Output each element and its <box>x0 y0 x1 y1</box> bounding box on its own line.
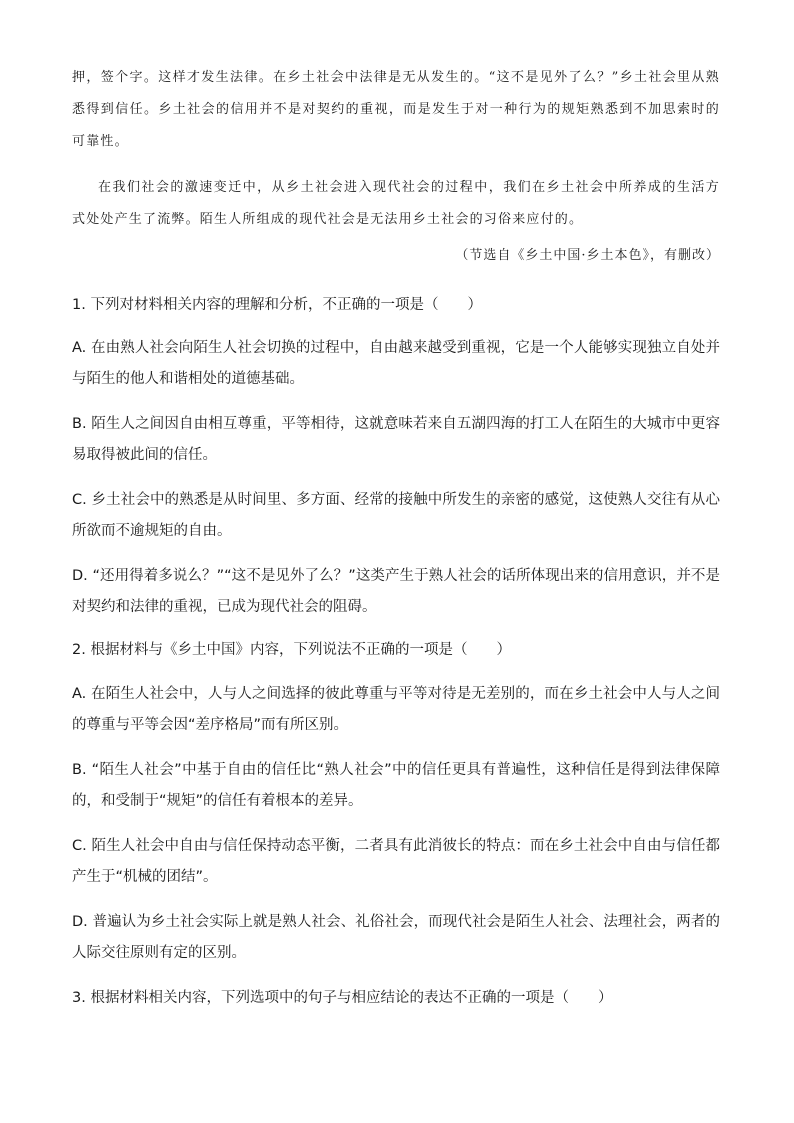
question-2-option-a: A. 在陌生人社会中，人与人之间选择的彼此尊重与平等对待是无差别的，而在乡土社会中人与人之间的尊重与平等会因“差序格局”而有所区别。 <box>72 686 720 733</box>
question-1-option-d: D. “还用得着多说么？”“这不是见外了么？”这类产生于熟人社会的话所体现出来的信用意识，并不是对契约和法律的重视，已成为现代社会的阻碍。 <box>72 568 720 615</box>
reading-passage <box>72 62 720 236</box>
question-2-stem: 2. 根据材料与《乡土中国》内容，下列说法不正确的一项是（ ） <box>72 642 511 658</box>
question-1-option-b: B. 陌生人之间因自由相互尊重，平等相待，这就意味若来自五湖四海的打工人在陌生的大城市中更容易取得被此间的信任。 <box>72 416 720 463</box>
passage-source: （节选自《乡土中国·乡土本色》，有删改） <box>455 248 720 263</box>
question-1-option-c: C. 乡土社会中的熟悉是从时间里、多方面、经常的接触中所发生的亲密的感觉，这使熟人交往有从心所欲而不逾规矩的自由。 <box>72 492 720 539</box>
question-2-option-c: C. 陌生人社会中自由与信任保持动态平衡，二者具有此消彼长的特点：而在乡土社会中自由与信任都产生于“机械的团结”。 <box>72 838 720 885</box>
question-1-option-a: A. 在由熟人社会向陌生人社会切换的过程中，自由越来越受到重视，它是一个人能够实现独立自处并与陌生的他人和谐相处的道德基础。 <box>72 340 720 387</box>
question-1-stem: 1. 下列对材料相关内容的理解和分析，不正确的一项是（ ） <box>72 297 482 313</box>
passage-paragraph-2: 在我们社会的激速变迁中，从乡土社会进入现代社会的过程中，我们在乡土社会中所养成的生活方式处处产生了流弊。陌生人所组成的现代社会是无法用乡土社会的习俗来应付的。 <box>72 180 720 227</box>
passage-paragraph-1: 押，签个字。这样才发生法律。在乡土社会中法律是无从发生的。“这不是见外了么？”乡土社会里从熟悉得到信任。乡土社会的信用并不是对契约的重视，而是发生于对一种行为的规矩熟悉到不加思索时的可靠性。 <box>72 70 720 149</box>
question-3-stem: 3. 根据材料相关内容，下列选项中的句子与相应结论的表达不正确的一项是（ ） <box>72 990 613 1006</box>
question-2-option-d: D. 普遍认为乡土社会实际上就是熟人社会、礼俗社会，而现代社会是陌生人社会、法理社会，两者的人际交往原则有定的区别。 <box>72 914 720 961</box>
question-2-option-b: B. “陌生人社会”中基于自由的信任比“熟人社会”中的信任更具有普遍性，这种信任是得到法律保障的，和受制于“规矩”的信任有着根本的差异。 <box>72 762 720 809</box>
